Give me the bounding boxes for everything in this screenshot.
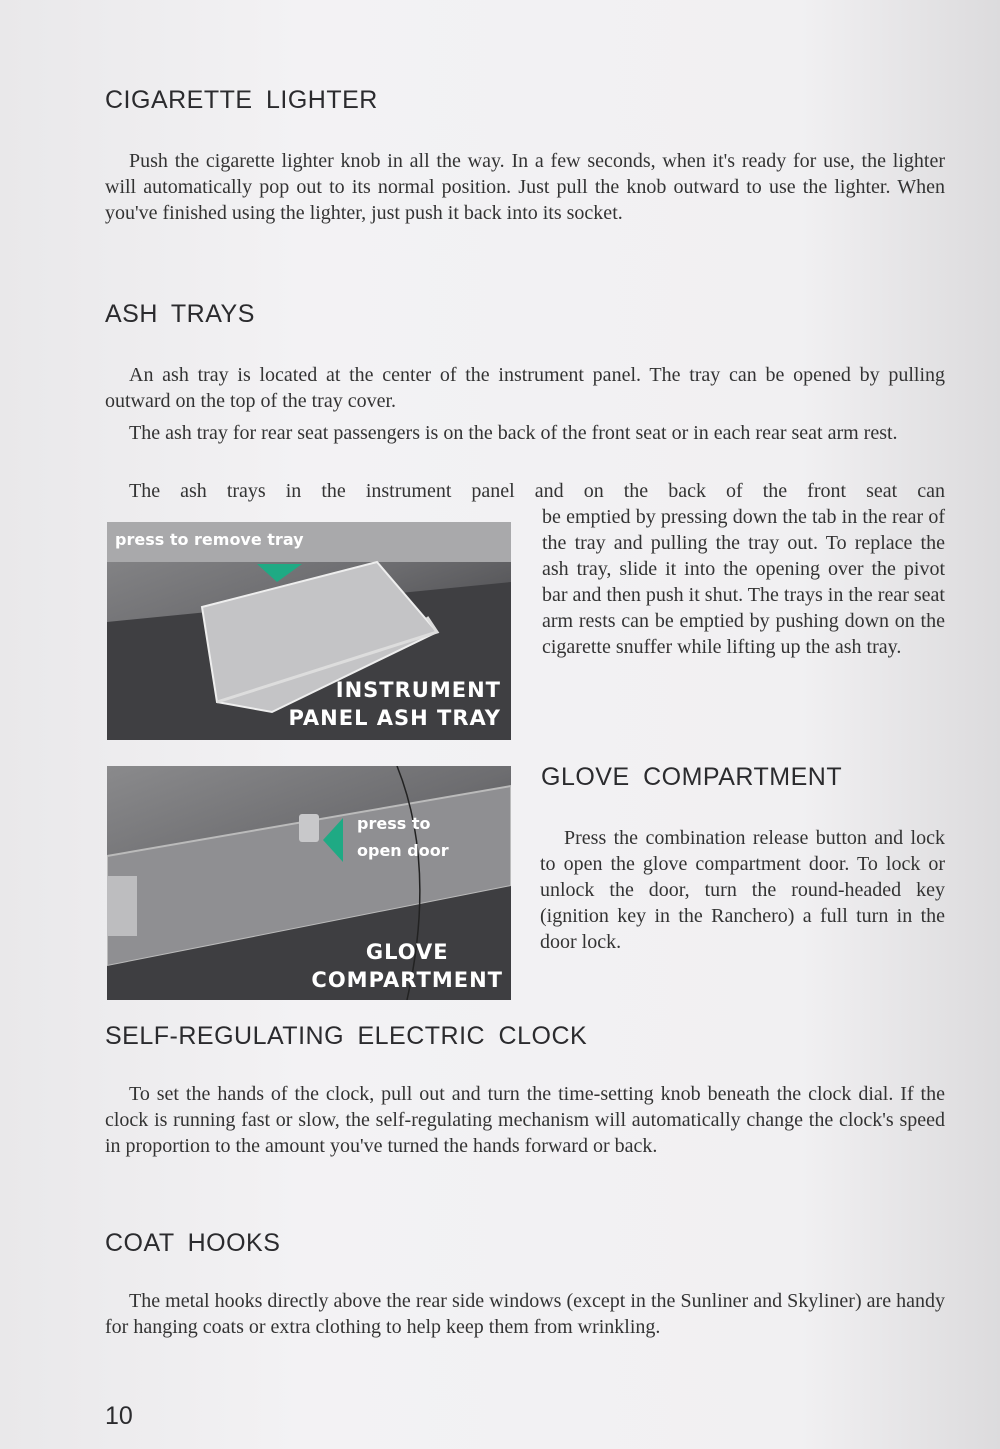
ash-trays-paragraph-2: The ash tray for rear seat passengers is on the back of the front seat or in each rear seat arm rest.	[129, 422, 898, 444]
figure-caption	[288, 676, 501, 732]
heading-cigarette-lighter: CIGARETTE LIGHTER	[105, 86, 378, 114]
heading-ash-trays: ASH TRAYS	[105, 300, 255, 328]
ash-trays-paragraph-3: be emptied by pressing down the tab in the rear of the tray and pulling the tray out. To replace the ash tray, slide it into the opening over the pivot bar and then push it shut. The trays in the rear seat arm rests can be emptied by pushing down on the cigarette snuffer while lifting up the ash tray.	[542, 506, 945, 658]
caption-line: COMPARTMENT	[311, 968, 503, 992]
press-to-open-door-label	[357, 810, 449, 864]
caption-line: INSTRUMENT	[335, 678, 501, 702]
instrument-panel-ash-tray-figure	[107, 522, 511, 740]
glove-compartment-figure	[107, 766, 511, 1000]
pointer-arrow-icon	[257, 564, 302, 582]
ash-trays-paragraph-1: An ash tray is located at the center of the instrument panel. The tray can be opened by pulling outward on the top of the tray cover.	[105, 364, 945, 412]
press-to-remove-tray-label: press to remove tray	[115, 530, 304, 549]
heading-electric-clock: SELF-REGULATING ELECTRIC CLOCK	[105, 1022, 588, 1050]
figure-caption	[311, 938, 503, 994]
caption-line: PANEL ASH TRAY	[288, 706, 501, 730]
electric-clock-text: To set the hands of the clock, pull out and turn the time-setting knob beneath the clock dial. If the clock is running fast or slow, the self-regulating mechanism will automatically change the clock's speed in proportion to the amount you've turned the hands forward or back.	[105, 1083, 945, 1157]
label-line: open door	[357, 841, 449, 860]
glove-compartment-text: Press the combination release button and lock to open the glove compartment door. To lock or unlock the door, turn the round-headed key (ignition key in the Ranchero) a full turn in the door lock.	[540, 827, 945, 953]
cigarette-lighter-text: Push the cigarette lighter knob in all the way. In a few seconds, when it's ready for use, the lighter will automatically pop out to its normal position. Just pull the knob outward to use the lighter. When you've finished using the lighter, just push it back into its socket.	[105, 150, 945, 224]
ash-trays-paragraph-3-first-line	[105, 478, 945, 504]
line: The ash trays in the instrument panel and on the back of the front seat can	[129, 480, 945, 502]
label-line: press to	[357, 814, 431, 833]
page-number: 10	[105, 1402, 133, 1430]
coat-hooks-text: The metal hooks directly above the rear side windows (except in the Sunliner and Skyliner) are handy for hanging coats or extra clothing to help keep them from wrinkling.	[105, 1290, 945, 1338]
caption-line: GLOVE	[365, 940, 449, 964]
heading-glove-compartment: GLOVE COMPARTMENT	[541, 763, 843, 791]
heading-coat-hooks: COAT HOOKS	[105, 1229, 281, 1257]
